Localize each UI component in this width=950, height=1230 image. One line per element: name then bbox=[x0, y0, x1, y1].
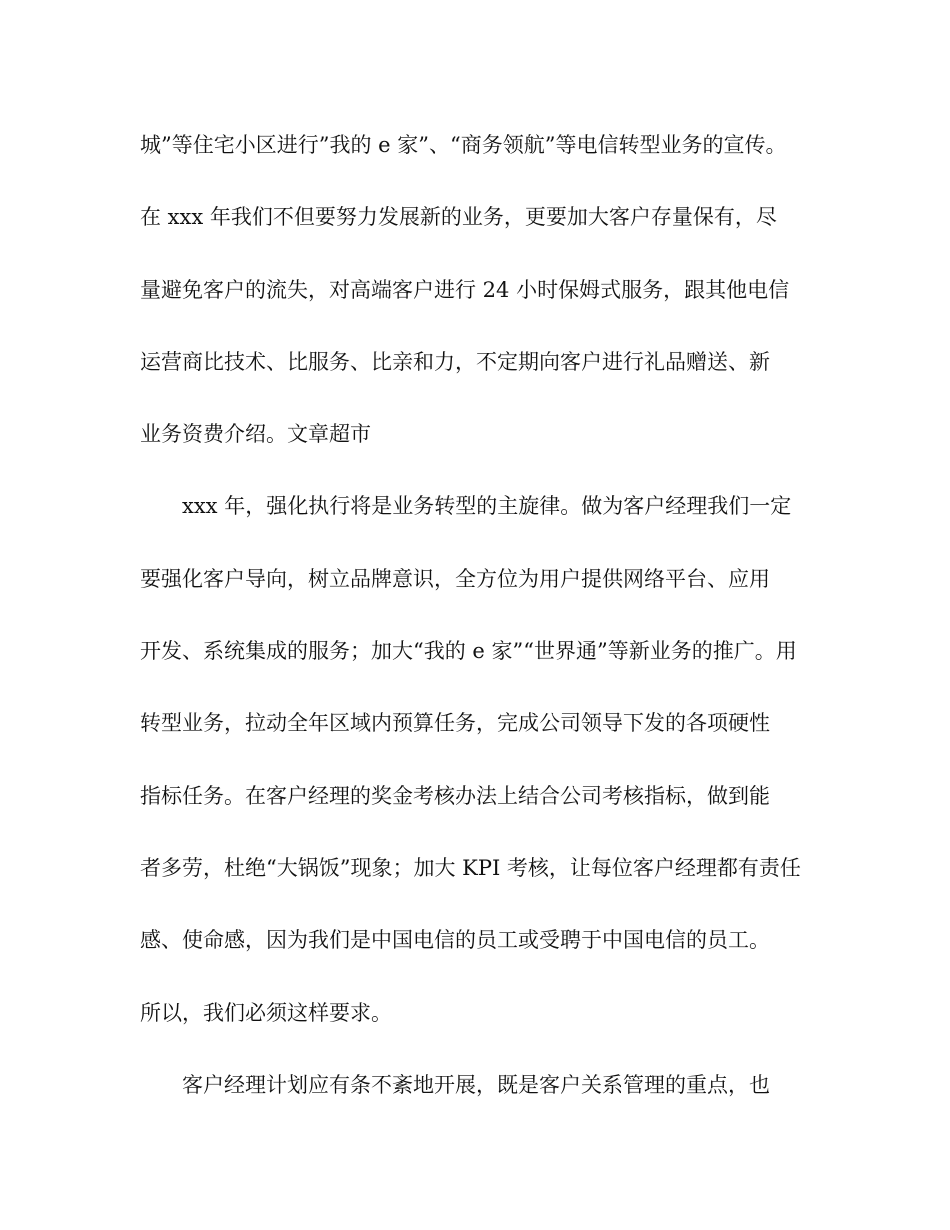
text-line: 所以，我们必须这样要求。 bbox=[140, 1000, 392, 1025]
text-line: 开发、系统集成的服务；加大“我的 e 家”“世界通”等新业务的推广。用 bbox=[140, 639, 797, 664]
text-line: 业务资费介绍。文章超市 bbox=[140, 422, 371, 447]
document-body bbox=[140, 117, 812, 1129]
text-line: 指标任务。在客户经理的奖金考核办法上结合公司考核指标，做到能 bbox=[140, 783, 770, 808]
text-line: 城”等住宅小区进行”我的 e 家”、“商务领航”等电信转型业务的宣传。 bbox=[140, 133, 787, 157]
text-line: 转型业务，拉动全年区域内预算任务，完成公司领导下发的各项硬性 bbox=[140, 711, 770, 736]
text-line: 量避免客户的流失，对高端客户进行 24 小时保姆式服务，跟其他电信 bbox=[140, 277, 790, 302]
text-line: 感、使命感，因为我们是中国电信的员工或受聘于中国电信的员工。 bbox=[140, 928, 770, 953]
text-line: 要强化客户导向，树立品牌意识，全方位为用户提供网络平台、应用 bbox=[140, 566, 770, 591]
text-line: 在 xxx 年我们不但要努力发展新的业务，更要加大客户存量保有，尽 bbox=[140, 205, 777, 230]
paragraph-first-line: xxx 年，强化执行将是业务转型的主旋律。做为客户经理我们一定 bbox=[182, 494, 792, 519]
text-line: 运营商比技术、比服务、比亲和力，不定期向客户进行礼品赠送、新 bbox=[140, 349, 770, 374]
text-line: 者多劳，杜绝“大锅饭”现象；加大 KPI 考核，让每位客户经理都有责任 bbox=[140, 855, 801, 880]
paragraph-first-line: 客户经理计划应有条不紊地开展，既是客户关系管理的重点，也 bbox=[182, 1072, 770, 1097]
